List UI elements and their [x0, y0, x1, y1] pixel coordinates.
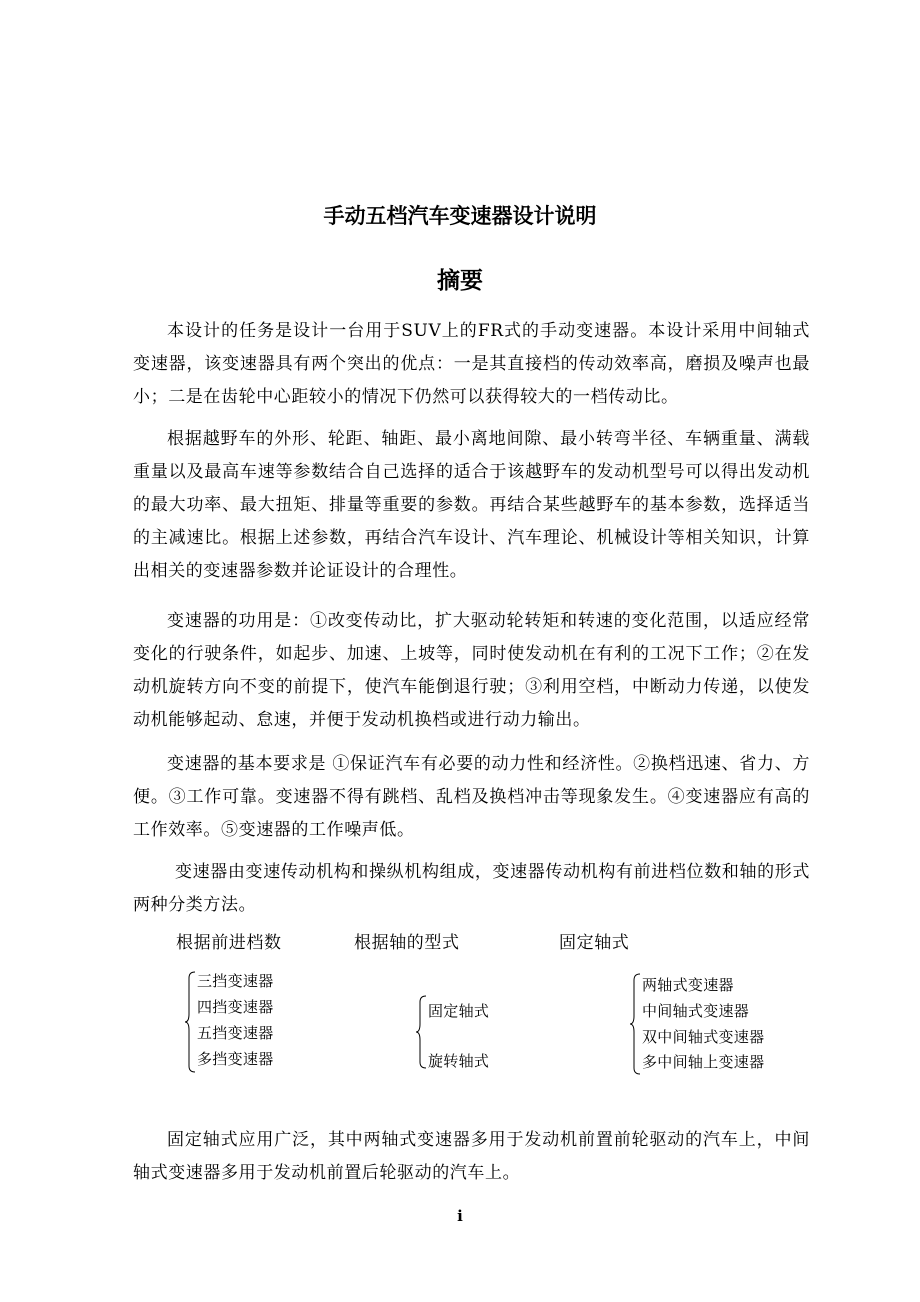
header-fixed-shaft: 固定轴式: [559, 933, 630, 953]
list-item: 三挡变速器: [197, 972, 274, 990]
brace-icon: [185, 970, 197, 1074]
abstract-paragraph: 变速器的基本要求是 ①保证汽车有必要的动力性和经济性。②换档迅速、省力、方便。③工作可靠。变速器不得有跳档、乱档及换档冲击等现象发生。④变速器应有高的工作效率。⑤变速器的工作噪声低。: [133, 754, 810, 840]
brace-icon: [630, 972, 642, 1076]
abstract-paragraph: 变速器的功用是：①改变传动比，扩大驱动轮转矩和转速的变化范围，以适应经常变化的行驶条件，如起步、加速、上坡等，同时使发动机在有利的工况下工作；②在发动机旋转方向不变的前提下，使汽车能倒退行驶；③利用空档，中断动力传递，以使发动机能够起动、怠速，并便于发动机换档或进行动力输出。: [133, 611, 810, 730]
abstract-paragraph: 根据越野车的外形、轮距、轴距、最小离地间隙、最小转弯半径、车辆重量、满载重量以及最高车速等参数结合自己选择的适合于该越野车的发动机型号可以得出发动机的最大功率、最大扭矩、排量等重要的参数。再结合某些越野车的基本参数，选择适当的主减速比。根据上述参数，再结合汽车设计、汽车理论、机械设计等相关知识，计算出相关的变速器参数并论证设计的合理性。: [133, 429, 810, 581]
list-item: 多中间轴上变速器: [642, 1053, 765, 1071]
list-item: 多挡变速器: [197, 1050, 274, 1068]
list-item: 旋转轴式: [428, 1052, 490, 1070]
gear-count-list: [185, 970, 325, 1074]
list-item: 四挡变速器: [197, 998, 274, 1016]
closing-paragraph: 固定轴式应用广泛，其中两轴式变速器多用于发动机前置前轮驱动的汽车上，中间轴式变速器多用于发动机前置后轮驱动的汽车上。: [133, 1130, 810, 1183]
abstract-paragraph: 变速器由变速传动机构和操纵机构组成，变速器传动机构有前进档位数和轴的形式两种分类方法。: [133, 862, 810, 915]
document-title: 手动五档汽车变速器设计说明: [323, 204, 597, 228]
shaft-type-list: [416, 994, 526, 1070]
list-item: 五挡变速器: [197, 1024, 274, 1042]
list-item: 中间轴式变速器: [642, 1002, 750, 1020]
page-number: i: [457, 1207, 463, 1225]
abstract-paragraph: 本设计的任务是设计一台用于SUV上的FR式的手动变速器。本设计采用中间轴式变速器，该变速器具有两个突出的优点：一是其直接档的传动效率高，磨损及噪声也最小；二是在齿轮中心距较小的情况下仍然可以获得较大的一档传动比。: [133, 321, 810, 407]
header-by-shaft: 根据轴的型式: [354, 933, 460, 953]
list-item: 固定轴式: [428, 1002, 490, 1020]
classification-headers: [0, 928, 920, 962]
abstract-heading: 摘要: [437, 268, 483, 294]
list-item: 双中间轴式变速器: [642, 1028, 765, 1046]
fixed-shaft-type-list: [630, 972, 800, 1076]
brace-icon: [416, 994, 428, 1070]
list-item: 两轴式变速器: [642, 976, 734, 994]
header-by-gears: 根据前进档数: [176, 933, 282, 953]
